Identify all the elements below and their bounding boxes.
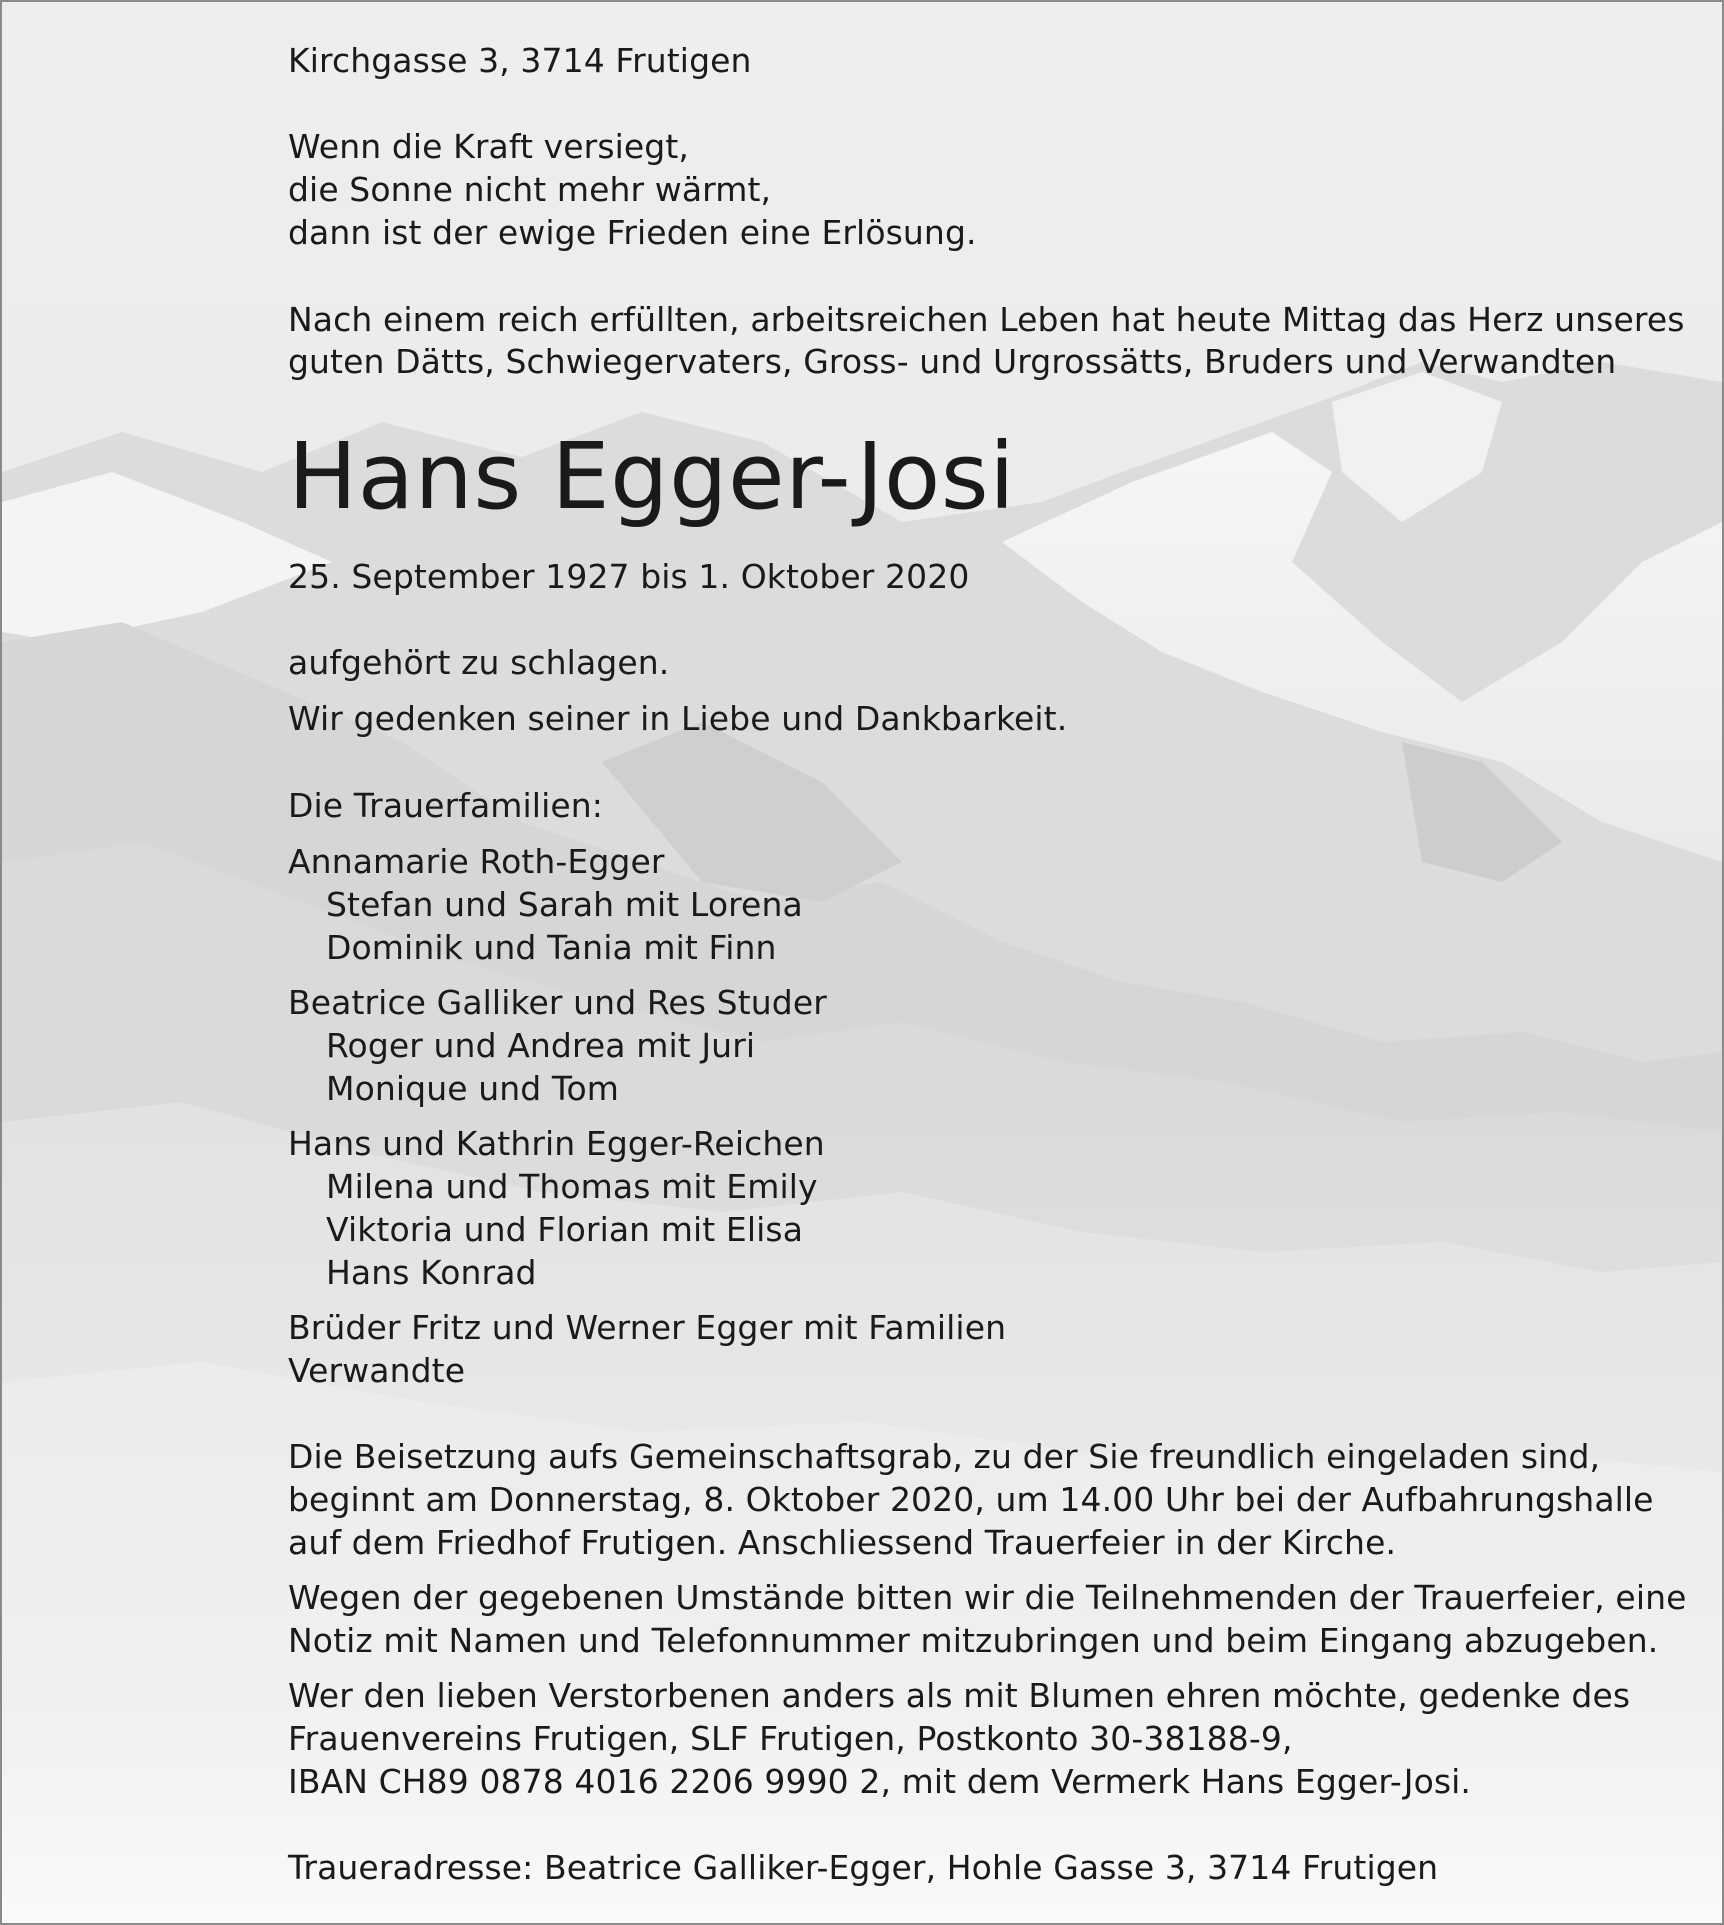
poem-line: die Sonne nicht mehr wärmt,	[288, 170, 772, 209]
poem-line: Wenn die Kraft versiegt,	[288, 127, 689, 166]
family-head: Annamarie Roth-Egger	[288, 842, 665, 881]
covid-note-line: Notiz mit Namen und Telefonnummer mitzubringen und beim Eingang abzugeben.	[288, 1621, 1659, 1660]
family-head: Beatrice Galliker und Res Studer	[288, 983, 827, 1022]
family-member: Viktoria und Florian mit Elisa	[326, 1210, 804, 1249]
family-member: Dominik und Tania mit Finn	[326, 928, 777, 967]
family-head: Hans und Kathrin Egger-Reichen	[288, 1124, 825, 1163]
donation-note-line: Frauenvereins Frutigen, SLF Frutigen, Postkonto 30-38188-9,	[288, 1719, 1293, 1758]
remembrance-line: Wir gedenken seiner in Liebe und Dankbarkeit.	[288, 699, 1068, 738]
address-line: Kirchgasse 3, 3714 Frutigen	[288, 41, 752, 80]
deceased-name: Hans Egger-Josi	[288, 423, 1016, 530]
covid-note-line: Wegen der gegebenen Umstände bitten wir die Teilnehmenden der Trauerfeier, eine	[288, 1578, 1687, 1617]
family-member: Stefan und Sarah mit Lorena	[326, 885, 803, 924]
life-dates: 25. September 1927 bis 1. Oktober 2020	[288, 557, 970, 596]
donation-note-line: IBAN CH89 0878 4016 2206 9990 2, mit dem Vermerk Hans Egger-Josi.	[288, 1762, 1472, 1801]
family-member: Monique und Tom	[326, 1069, 620, 1108]
intro-line: guten Dätts, Schwiegervaters, Gross- und Urgrossätts, Bruders und Verwandten	[288, 342, 1617, 381]
family-member: Roger und Andrea mit Juri	[326, 1026, 756, 1065]
family-member: Milena und Thomas mit Emily	[326, 1167, 818, 1206]
donation-note-line: Wer den lieben Verstorbenen anders als mit Blumen ehren möchte, gedenke des	[288, 1676, 1631, 1715]
burial-info-line: auf dem Friedhof Frutigen. Anschliessend Trauerfeier in der Kirche.	[288, 1523, 1397, 1562]
family-member: Hans Konrad	[326, 1253, 537, 1292]
poem-line: dann ist der ewige Frieden eine Erlösung.	[288, 213, 977, 252]
ended-line: aufgehört zu schlagen.	[288, 643, 670, 682]
relatives-line: Verwandte	[288, 1351, 466, 1390]
burial-info-line: beginnt am Donnerstag, 8. Oktober 2020, um 14.00 Uhr bei der Aufbahrungshalle	[288, 1480, 1654, 1519]
families-heading: Die Trauerfamilien:	[288, 786, 603, 825]
intro-line: Nach einem reich erfüllten, arbeitsreichen Leben hat heute Mittag das Herz unseres	[288, 300, 1685, 339]
mourning-address: Traueradresse: Beatrice Galliker-Egger, Hohle Gasse 3, 3714 Frutigen	[288, 1848, 1439, 1887]
relatives-line: Brüder Fritz und Werner Egger mit Familien	[288, 1308, 1007, 1347]
burial-info-line: Die Beisetzung aufs Gemeinschaftsgrab, zu der Sie freundlich eingeladen sind,	[288, 1437, 1601, 1476]
